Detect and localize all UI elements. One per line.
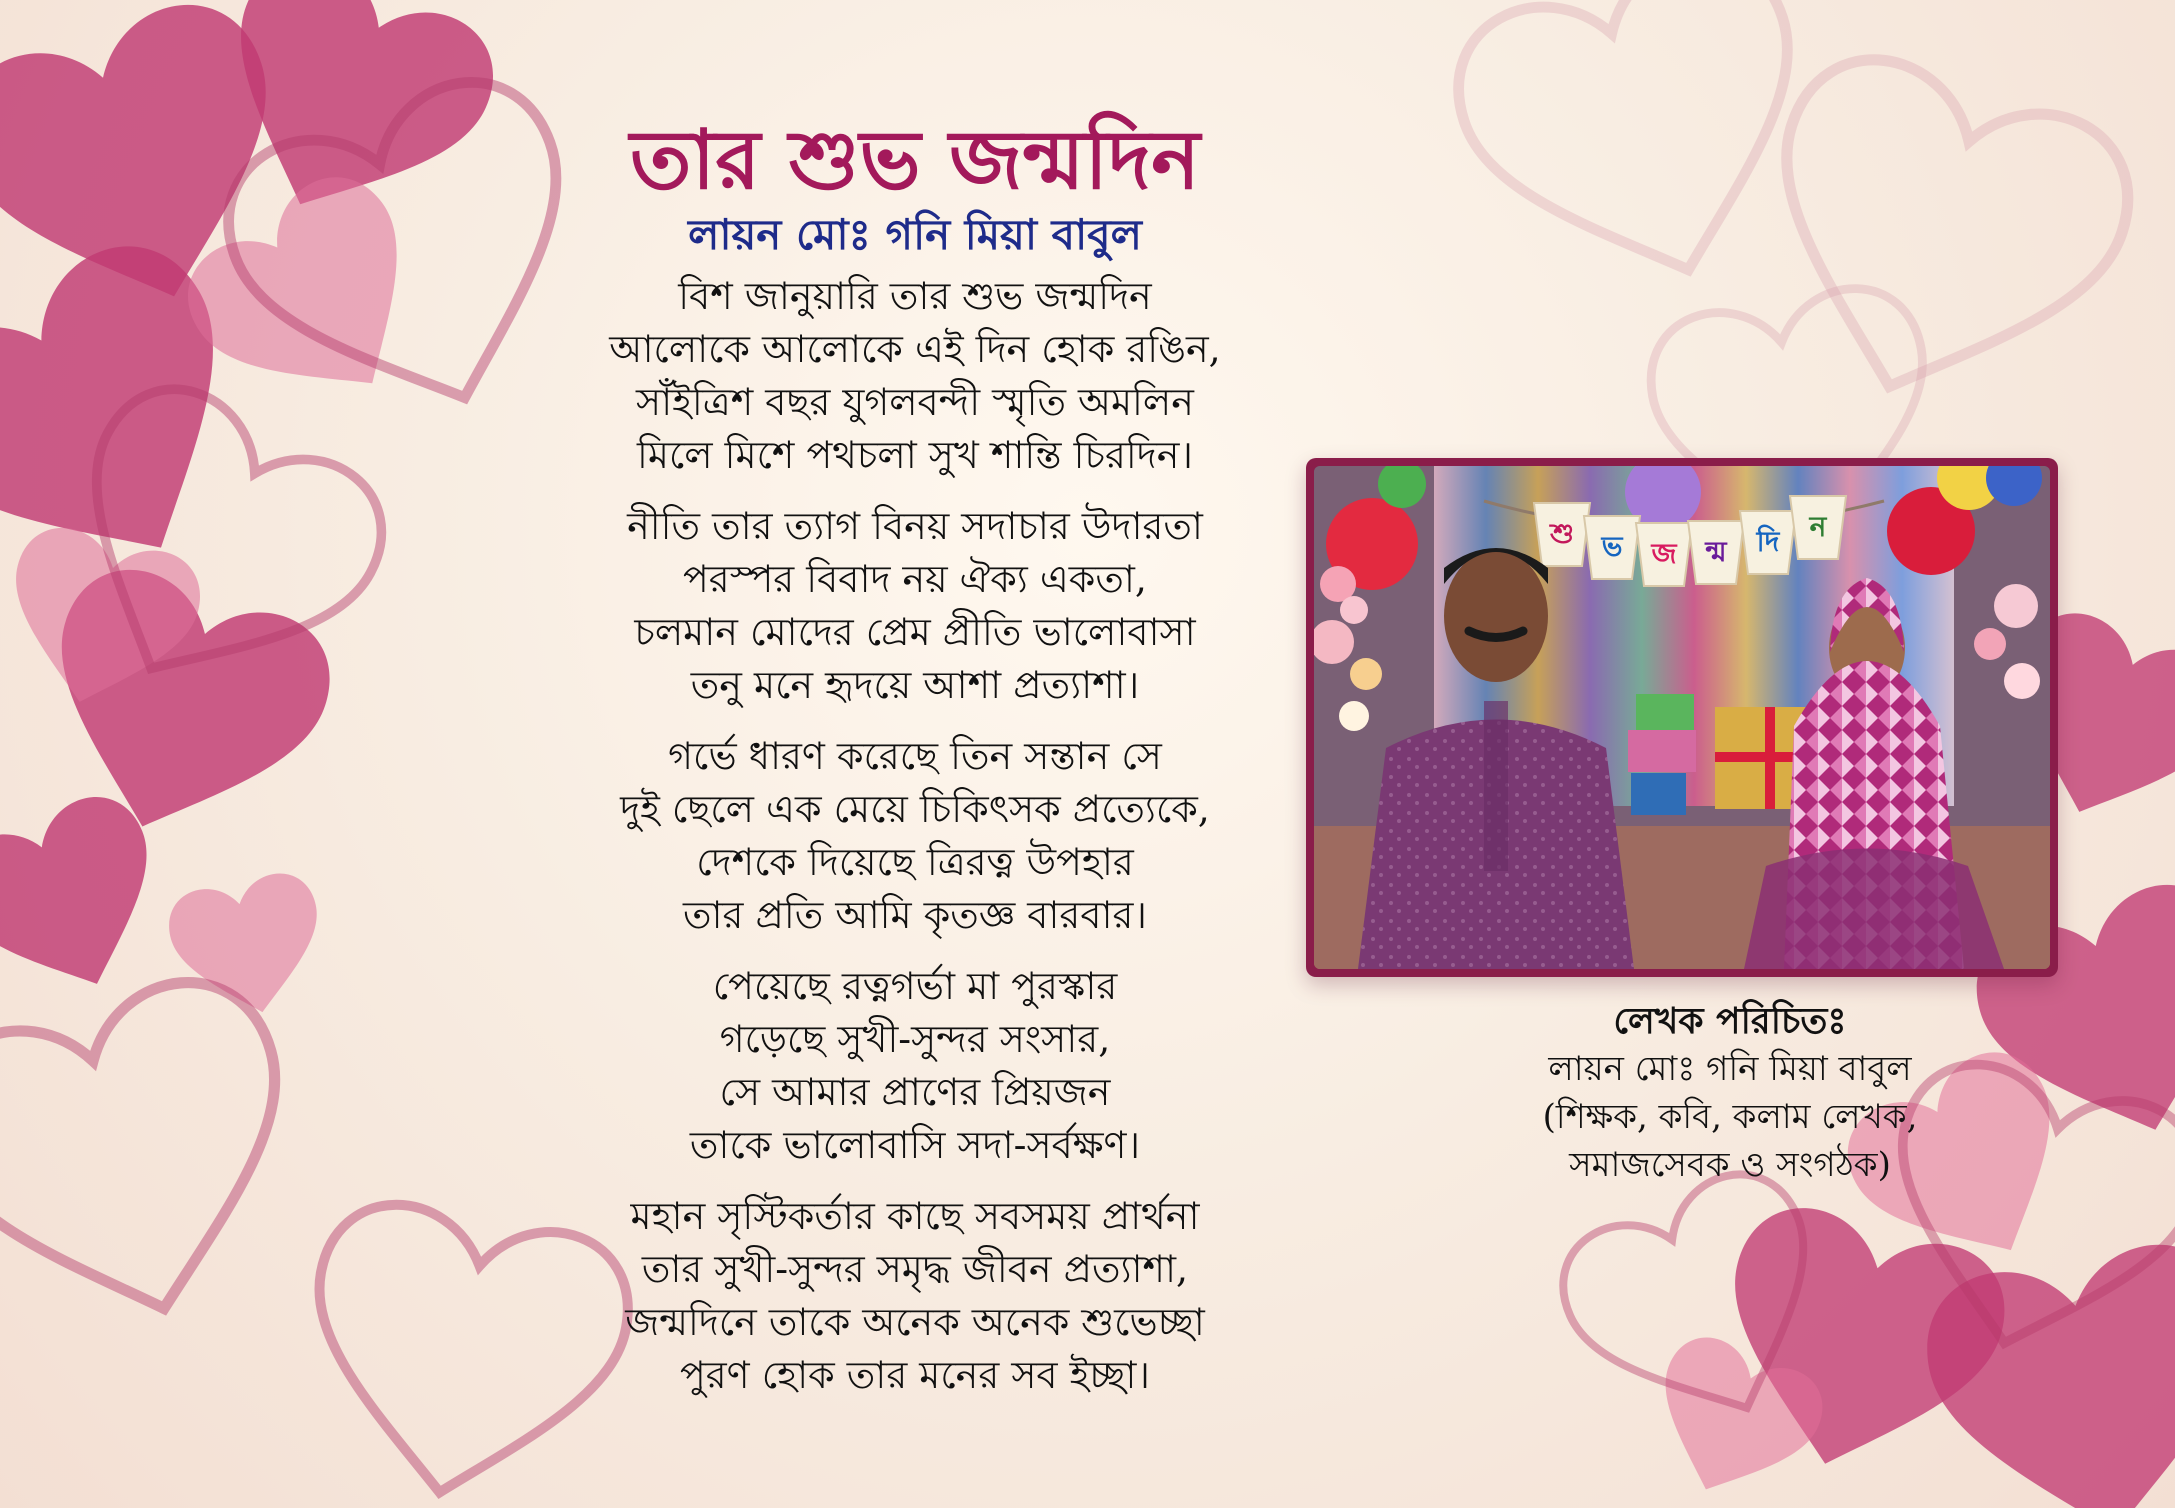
poem-line: দেশকে দিয়েছে ত্রিরত্ন উপহার [696, 840, 1134, 885]
poem-line: তাকে ভালোবাসি সদা-সর্বক্ষণ। [689, 1123, 1141, 1168]
poem-line: গর্ভে ধারণ করেছে তিন সন্তান সে [668, 734, 1162, 779]
banner-letter: জ [1651, 537, 1677, 570]
gift-box-icon [1631, 773, 1686, 815]
man-head [1444, 550, 1548, 682]
poem-line: তনু মনে হৃদয়ে আশা প্রত্যাশা। [690, 663, 1140, 708]
author-info-desc-2: সমাজসেবক ও সংগঠক) [1569, 1145, 1891, 1185]
flower-icon [1974, 628, 2006, 660]
flower-icon [1339, 701, 1369, 731]
poem-title: তার শুভ জন্মদিন [629, 113, 1201, 208]
gift-box-icon [1628, 730, 1696, 772]
gift-box-icon [1636, 694, 1694, 732]
banner-flag [1790, 496, 1846, 559]
author-info [1475, 997, 1985, 1189]
family-photo-frame [1306, 458, 2058, 977]
poem-line: মহান সৃস্টিকর্তার কাছে সবসময় প্রার্থনা [630, 1194, 1200, 1239]
author-info-desc-1: (শিক্ষক, কবি, কলাম লেখক, [1542, 1097, 1918, 1137]
flower-icon [1340, 596, 1368, 624]
heart-icon [1724, 38, 2150, 440]
stanza-2 [500, 500, 1330, 712]
banner-flag [1534, 503, 1590, 566]
flower-icon [1350, 658, 1382, 690]
heart-icon [0, 962, 331, 1356]
flower-icon [1994, 584, 2038, 628]
poem-line: পুরণ হোক তার মনের সব ইচ্ছা। [679, 1353, 1151, 1398]
banner-flag [1740, 511, 1796, 574]
poem-line: জন্মদিনে তাকে অনেক অনেক শুভেচ্ছা [625, 1300, 1205, 1345]
stanza-3 [500, 730, 1330, 942]
banner-letter: ন্ম [1705, 535, 1727, 568]
poem-area [500, 113, 1330, 1420]
stanza-4 [500, 960, 1330, 1172]
poem-line: গড়েছে সুখী-সুন্দর সংসার, [719, 1017, 1111, 1062]
family-photo [1314, 466, 2050, 969]
poem-line: চলমান মোদের প্রেম প্রীতি ভালোবাসা [634, 610, 1196, 655]
banner-letter: দি [1756, 525, 1780, 558]
poem-line: আলোকে আলোকে এই দিন হোক রঙিন, [609, 327, 1221, 372]
banner-letter: শু [1549, 517, 1575, 550]
left-heart-cluster [0, 0, 514, 1021]
banner-flag [1584, 516, 1640, 579]
poem-line: সাঁইত্রিশ বছর যুগলবন্দী স্মৃতি অমলিন [636, 380, 1194, 425]
panjabi-placket [1484, 701, 1508, 871]
poem-line: মিলে মিশে পথচলা সুখ শান্তি চিরদিন। [637, 433, 1193, 478]
poem-line: তার সুখী-সুন্দর সমৃদ্ধ জীবন প্রত্যাশা, [641, 1247, 1189, 1292]
flower-icon [2004, 663, 2040, 699]
poem-line: পেয়েছে রত্নগর্ভা মা পুরস্কার [712, 964, 1118, 1009]
poem-line: তার প্রতি আমি কৃতজ্ঞ বারবার। [683, 893, 1147, 938]
author-info-name: লায়ন মোঃ গনি মিয়া বাবুল [1548, 1049, 1912, 1089]
poem-line: সে আমার প্রাণের প্রিয়জন [719, 1070, 1111, 1115]
photo-illustration [1314, 466, 2050, 969]
banner-letter: ন [1809, 510, 1827, 543]
stanza-1 [500, 270, 1330, 482]
poem-author: লায়ন মোঃ গনি মিয়া বাবুল [688, 210, 1142, 259]
poem-line: পরস্পর বিবাদ নয় ঐক্য একতা, [683, 557, 1147, 602]
banner-letter: ভ [1601, 530, 1623, 563]
poem-line: বিশ জানুয়ারি তার শুভ জন্মদিন [678, 274, 1152, 319]
author-info-heading: লেখক পরিচিতঃ [1613, 1000, 1847, 1042]
woman-saree [1744, 849, 2004, 970]
banner-flag [1636, 523, 1692, 586]
poem-line: নীতি তার ত্যাগ বিনয় সদাচার উদারতা [627, 504, 1203, 549]
poem-line: দুই ছেলে এক মেয়ে চিকিৎসক প্রত্যেকে, [620, 787, 1210, 832]
stanza-5 [500, 1190, 1330, 1402]
banner-flag [1688, 521, 1744, 584]
